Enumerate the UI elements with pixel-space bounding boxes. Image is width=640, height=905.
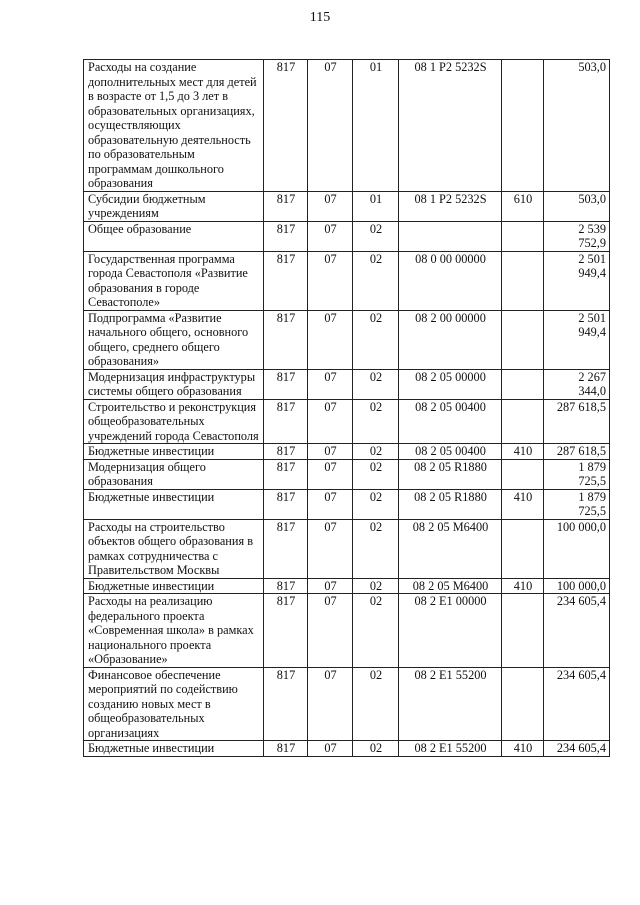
cell-grbs-code: 817 <box>264 310 308 369</box>
cell-expense-type-code <box>502 594 544 668</box>
table-row <box>84 191 610 221</box>
cell-section-code: 07 <box>308 459 353 489</box>
cell-subsection-code: 02 <box>353 444 399 460</box>
cell-amount: 100 000,0 <box>544 519 610 578</box>
cell-name: Подпрограмма «Развитие начального общего, основного общего, среднего общего образования» <box>84 310 264 369</box>
table-row <box>84 489 610 519</box>
cell-name: Бюджетные инвестиции <box>84 444 264 460</box>
cell-subsection-code: 02 <box>353 519 399 578</box>
cell-target-article-code: 08 0 00 00000 <box>399 251 502 310</box>
cell-grbs-code: 817 <box>264 578 308 594</box>
cell-expense-type-code <box>502 221 544 251</box>
cell-name: Расходы на создание дополнительных мест для детей в возрасте от 1,5 до 3 лет в образовательных организациях, осуществляющих образовательную деятельность по образовательным программам дошкольного образования <box>84 60 264 192</box>
cell-amount: 234 605,4 <box>544 741 610 757</box>
cell-amount: 2 501 949,4 <box>544 251 610 310</box>
cell-section-code: 07 <box>308 741 353 757</box>
cell-grbs-code: 817 <box>264 60 308 192</box>
cell-amount: 1 879 725,5 <box>544 459 610 489</box>
cell-name: Расходы на строительство объектов общего образования в рамках сотрудничества с Правительством Москвы <box>84 519 264 578</box>
cell-target-article-code: 08 1 P2 5232S <box>399 60 502 192</box>
cell-amount: 2 501 949,4 <box>544 310 610 369</box>
cell-expense-type-code <box>502 459 544 489</box>
cell-amount: 287 618,5 <box>544 399 610 444</box>
cell-section-code: 07 <box>308 60 353 192</box>
cell-expense-type-code: 410 <box>502 489 544 519</box>
cell-subsection-code: 02 <box>353 667 399 741</box>
cell-subsection-code: 01 <box>353 191 399 221</box>
cell-target-article-code: 08 2 05 00400 <box>399 399 502 444</box>
cell-expense-type-code <box>502 399 544 444</box>
cell-name: Модернизация общего образования <box>84 459 264 489</box>
table-row <box>84 519 610 578</box>
cell-section-code: 07 <box>308 310 353 369</box>
cell-target-article-code: 08 2 05 00000 <box>399 369 502 399</box>
cell-grbs-code: 817 <box>264 444 308 460</box>
cell-grbs-code: 817 <box>264 221 308 251</box>
cell-section-code: 07 <box>308 191 353 221</box>
cell-amount: 287 618,5 <box>544 444 610 460</box>
table-row <box>84 459 610 489</box>
cell-grbs-code: 817 <box>264 594 308 668</box>
cell-subsection-code: 02 <box>353 578 399 594</box>
cell-grbs-code: 817 <box>264 399 308 444</box>
table-row <box>84 594 610 668</box>
table-row <box>84 221 610 251</box>
cell-subsection-code: 02 <box>353 251 399 310</box>
cell-subsection-code: 02 <box>353 459 399 489</box>
cell-expense-type-code: 610 <box>502 191 544 221</box>
cell-section-code: 07 <box>308 578 353 594</box>
cell-amount: 1 879 725,5 <box>544 489 610 519</box>
cell-grbs-code: 817 <box>264 741 308 757</box>
cell-grbs-code: 817 <box>264 667 308 741</box>
cell-section-code: 07 <box>308 519 353 578</box>
table-row <box>84 251 610 310</box>
cell-expense-type-code <box>502 60 544 192</box>
cell-section-code: 07 <box>308 221 353 251</box>
cell-target-article-code: 08 1 P2 5232S <box>399 191 502 221</box>
page-number: 115 <box>309 10 331 25</box>
cell-target-article-code: 08 2 E1 00000 <box>399 594 502 668</box>
cell-name: Финансовое обеспечение мероприятий по содействию созданию новых мест в общеобразовательных организациях <box>84 667 264 741</box>
cell-section-code: 07 <box>308 489 353 519</box>
cell-grbs-code: 817 <box>264 459 308 489</box>
budget-table <box>83 59 610 757</box>
cell-amount: 503,0 <box>544 191 610 221</box>
cell-target-article-code: 08 2 E1 55200 <box>399 741 502 757</box>
cell-amount: 2 267 344,0 <box>544 369 610 399</box>
cell-name: Бюджетные инвестиции <box>84 741 264 757</box>
cell-target-article-code <box>399 221 502 251</box>
cell-expense-type-code <box>502 519 544 578</box>
cell-expense-type-code: 410 <box>502 578 544 594</box>
table-row <box>84 60 610 192</box>
cell-section-code: 07 <box>308 667 353 741</box>
cell-expense-type-code <box>502 310 544 369</box>
cell-subsection-code: 02 <box>353 221 399 251</box>
cell-section-code: 07 <box>308 594 353 668</box>
cell-amount: 2 539 752,9 <box>544 221 610 251</box>
table-row <box>84 578 610 594</box>
table-row <box>84 310 610 369</box>
cell-expense-type-code <box>502 369 544 399</box>
cell-subsection-code: 02 <box>353 594 399 668</box>
cell-name: Бюджетные инвестиции <box>84 489 264 519</box>
cell-section-code: 07 <box>308 369 353 399</box>
table-row <box>84 369 610 399</box>
cell-amount: 234 605,4 <box>544 667 610 741</box>
cell-target-article-code: 08 2 05 R1880 <box>399 489 502 519</box>
table-row <box>84 399 610 444</box>
cell-expense-type-code: 410 <box>502 741 544 757</box>
cell-target-article-code: 08 2 05 M6400 <box>399 578 502 594</box>
cell-expense-type-code <box>502 667 544 741</box>
cell-subsection-code: 02 <box>353 399 399 444</box>
cell-grbs-code: 817 <box>264 369 308 399</box>
cell-subsection-code: 02 <box>353 369 399 399</box>
cell-grbs-code: 817 <box>264 191 308 221</box>
cell-target-article-code: 08 2 05 M6400 <box>399 519 502 578</box>
cell-target-article-code: 08 2 05 R1880 <box>399 459 502 489</box>
cell-grbs-code: 817 <box>264 251 308 310</box>
cell-subsection-code: 02 <box>353 741 399 757</box>
cell-amount: 503,0 <box>544 60 610 192</box>
cell-grbs-code: 817 <box>264 519 308 578</box>
cell-expense-type-code: 410 <box>502 444 544 460</box>
cell-target-article-code: 08 2 05 00400 <box>399 444 502 460</box>
cell-target-article-code: 08 2 00 00000 <box>399 310 502 369</box>
cell-grbs-code: 817 <box>264 489 308 519</box>
cell-subsection-code: 02 <box>353 310 399 369</box>
table-row <box>84 444 610 460</box>
cell-section-code: 07 <box>308 444 353 460</box>
cell-amount: 234 605,4 <box>544 594 610 668</box>
cell-subsection-code: 01 <box>353 60 399 192</box>
cell-amount: 100 000,0 <box>544 578 610 594</box>
cell-name: Модернизация инфраструктуры системы общего образования <box>84 369 264 399</box>
table-row <box>84 667 610 741</box>
cell-name: Государственная программа города Севастополя «Развитие образования в городе Севастополе» <box>84 251 264 310</box>
cell-expense-type-code <box>502 251 544 310</box>
cell-name: Бюджетные инвестиции <box>84 578 264 594</box>
cell-section-code: 07 <box>308 399 353 444</box>
cell-name: Расходы на реализацию федерального проекта «Современная школа» в рамках национального проекта «Образование» <box>84 594 264 668</box>
cell-name: Субсидии бюджетным учреждениям <box>84 191 264 221</box>
budget-table-body <box>84 60 610 757</box>
cell-subsection-code: 02 <box>353 489 399 519</box>
cell-target-article-code: 08 2 E1 55200 <box>399 667 502 741</box>
cell-section-code: 07 <box>308 251 353 310</box>
table-row <box>84 741 610 757</box>
cell-name: Общее образование <box>84 221 264 251</box>
cell-name: Строительство и реконструкция общеобразовательных учреждений города Севастополя <box>84 399 264 444</box>
